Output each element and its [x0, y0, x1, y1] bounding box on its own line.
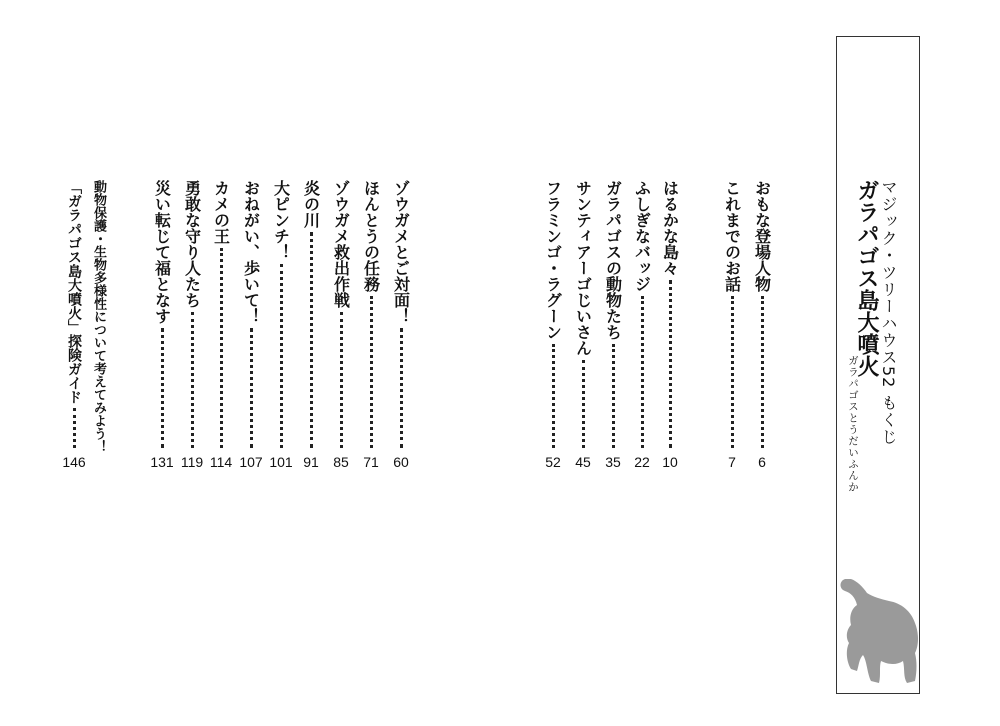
page-number: 45: [575, 454, 591, 470]
page-number: 101: [269, 454, 293, 470]
toc-title: カメの王: [211, 180, 231, 244]
page-number: 71: [363, 454, 379, 470]
dot-leader: [220, 248, 223, 448]
toc-entry[interactable]: [359, 180, 383, 470]
dot-leader: [731, 296, 734, 448]
toc-entry[interactable]: [720, 180, 744, 470]
page-number: 10: [662, 454, 678, 470]
dot-leader: [340, 312, 343, 448]
dot-leader: [280, 264, 283, 448]
page-number: 114: [209, 454, 233, 470]
toc-entry[interactable]: [389, 180, 413, 470]
toc-entry[interactable]: [150, 180, 174, 470]
book-title: ガラパゴス島大噴火: [854, 179, 879, 377]
toc-entry[interactable]: [62, 180, 86, 470]
toc-title: 炎の川: [301, 180, 321, 228]
toc-entry[interactable]: [571, 180, 595, 470]
dot-leader: [669, 280, 672, 448]
toc-title: これまでのお話: [722, 180, 742, 292]
toc-title: 災い転じて福となす: [152, 180, 172, 324]
toc-title: おねがい、歩いて！: [241, 180, 261, 324]
dot-leader: [612, 344, 615, 448]
toc-entry[interactable]: [601, 180, 625, 470]
dot-leader: [641, 296, 644, 448]
toc-title: フラミンゴ・ラグーン: [543, 180, 563, 340]
toc-title: ゾウガメとご対面！: [391, 180, 411, 324]
toc-entry[interactable]: [180, 180, 204, 470]
page-number: 6: [758, 454, 766, 470]
dot-leader: [250, 328, 253, 448]
dot-leader: [73, 408, 76, 448]
toc-entry[interactable]: [541, 180, 565, 470]
toc-entry[interactable]: [750, 180, 774, 470]
page-number: 7: [728, 454, 736, 470]
dot-leader: [161, 328, 164, 448]
dot-leader: [400, 328, 403, 448]
page-number: 52: [545, 454, 561, 470]
tortoise-silhouette-icon: [837, 573, 921, 693]
dot-leader: [191, 312, 194, 448]
toc-title: 「ガラパゴス島大噴火」探険ガイド: [66, 180, 82, 404]
page-number: 131: [150, 454, 174, 470]
toc-entry-guide-subtitle: [88, 180, 108, 470]
toc-title: おもな登場人物: [752, 180, 772, 292]
page-number: 146: [62, 454, 86, 470]
page-number: 85: [333, 454, 349, 470]
dot-leader: [310, 232, 313, 448]
toc-title: ほんとうの任務: [361, 180, 381, 292]
toc-entry[interactable]: [329, 180, 353, 470]
toc-title: ゾウガメ救出作戦: [331, 180, 351, 308]
page-number: 107: [239, 454, 263, 470]
toc-entry[interactable]: [239, 180, 263, 470]
toc-title: ガラパゴスの動物たち: [603, 180, 623, 340]
page-number: 35: [605, 454, 621, 470]
page-number: 22: [634, 454, 650, 470]
toc-title: ふしぎなバッジ: [632, 180, 652, 292]
dot-leader: [370, 296, 373, 448]
toc-entry[interactable]: [209, 180, 233, 470]
dot-leader: [552, 344, 555, 448]
toc-title: 大ピンチ！: [271, 180, 291, 260]
dot-leader: [761, 296, 764, 448]
toc-entry[interactable]: [269, 180, 293, 470]
toc-entry[interactable]: [658, 180, 682, 470]
toc-title: はるかな島々: [660, 180, 680, 276]
series-title: マジック・ツリーハウス52 もくじ: [879, 179, 898, 446]
page-number: 119: [180, 454, 204, 470]
page-number: 60: [393, 454, 409, 470]
page-number: 91: [303, 454, 319, 470]
toc-subtitle: 動物保護・生物多様性について考えてみよう！: [91, 180, 106, 453]
toc-entry[interactable]: [630, 180, 654, 470]
title-panel: [836, 36, 920, 694]
toc-title: 勇敢な守り人たち: [182, 180, 202, 308]
book-subtitle: ガラパゴスとうだいふんか: [847, 355, 859, 493]
dot-leader: [582, 360, 585, 448]
toc-title: サンティアーゴじいさん: [573, 180, 593, 356]
toc-entry[interactable]: [299, 180, 323, 470]
